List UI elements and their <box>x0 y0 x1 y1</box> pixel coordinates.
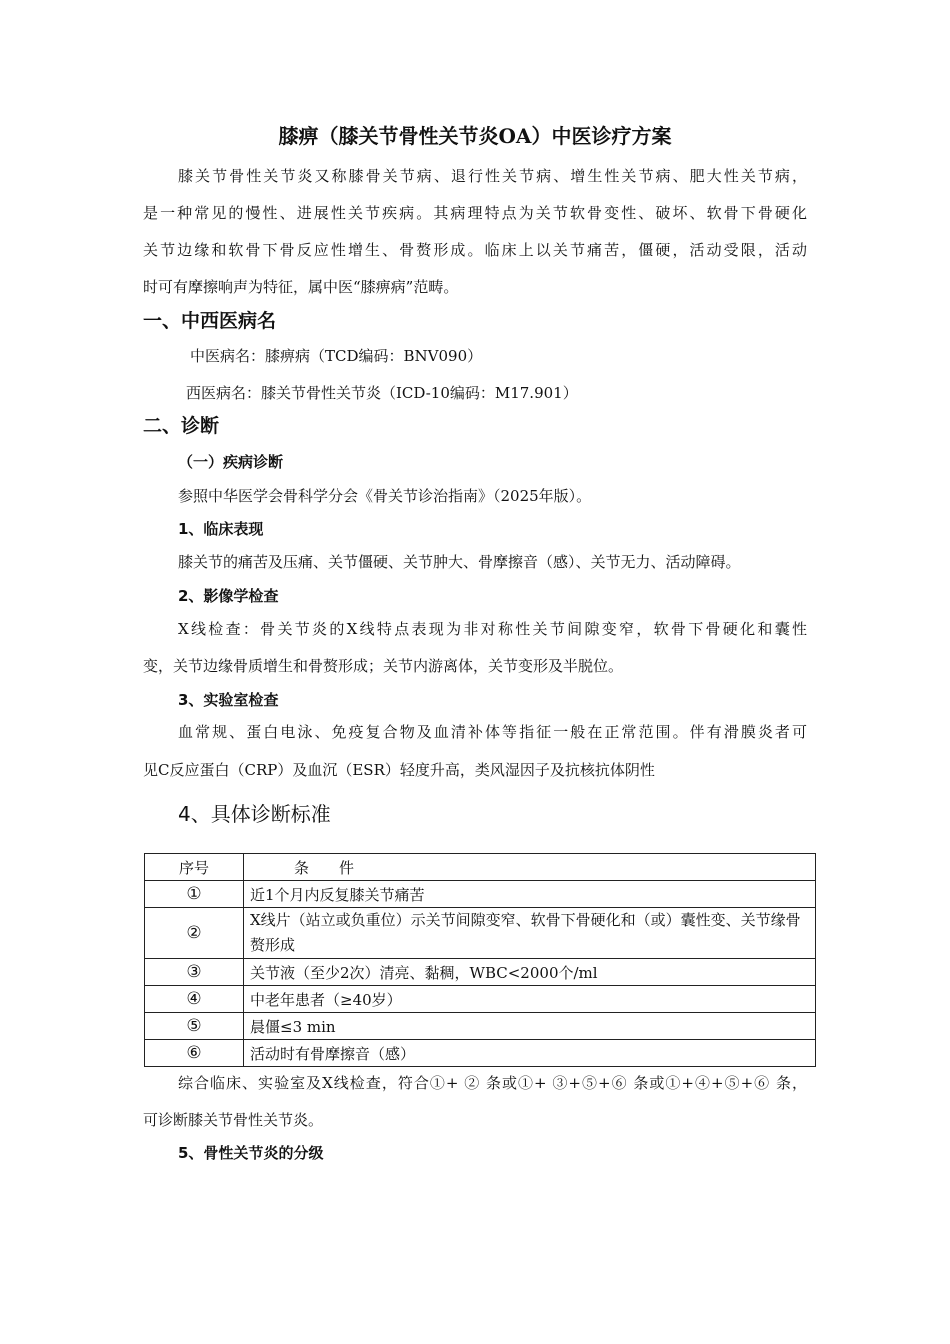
table-row <box>145 1013 816 1040</box>
western-disease-name: 西医病名：膝关节骨性关节炎（ICD-10编码：M17.901） <box>186 384 578 402</box>
row-number: ① <box>145 881 244 908</box>
row-number: ④ <box>145 986 244 1013</box>
row-condition: X线片（站立或负重位）示关节间隙变窄、软骨下骨硬化和（或）囊性变、关节缘骨赘形成 <box>244 908 816 959</box>
reference-text: 参照中华医学会骨科学分会《骨关节诊治指南》（2025年版）。 <box>178 487 592 505</box>
imaging-text-2: 变，关节边缘骨质增生和骨赘形成；关节内游离体，关节变形及半脱位。 <box>143 657 624 675</box>
row-condition: 活动时有骨摩擦音（感） <box>244 1040 816 1067</box>
subheading-clinical: 1、临床表现 <box>178 520 264 538</box>
row-number: ③ <box>145 959 244 986</box>
header-condition: 条 件 <box>244 854 816 881</box>
imaging-text-1: X线检查：骨关节炎的X线特点表现为非对称性关节间隙变窄，软骨下骨硬化和囊性 <box>178 620 807 638</box>
table-row <box>145 881 816 908</box>
table-row <box>145 908 816 959</box>
row-number: ⑥ <box>145 1040 244 1067</box>
summary-text-1: 综合临床、实验室及X线检查，符合①+ ② 条或①+ ③+⑤+⑥ 条或①+④+⑤+⑥ 条， <box>178 1074 807 1092</box>
table-row <box>145 986 816 1013</box>
clinical-text: 膝关节的痛苦及压痛、关节僵硬、关节肿大、骨摩擦音（感）、关节无力、活动障碍。 <box>178 553 741 571</box>
section-heading-names: 一、中西医病名 <box>143 310 277 332</box>
lab-text-1: 血常规、蛋白电泳、免疫复合物及血清补体等指征一般在正常范围。伴有滑膜炎者可 <box>178 723 807 741</box>
intro-line-3: 关节边缘和软骨下骨反应性增生、骨赘形成。临床上以关节痛苦，僵硬，活动受限，活动 <box>143 241 807 259</box>
subheading-grading: 5、骨性关节炎的分级 <box>178 1144 324 1162</box>
subheading-disease-diagnosis: （一）疾病诊断 <box>178 453 284 471</box>
subheading-lab: 3、实验室检查 <box>178 691 279 709</box>
table-row <box>145 959 816 986</box>
table-header-row <box>145 854 816 881</box>
row-condition: 晨僵≤3 min <box>244 1013 816 1040</box>
row-condition: 近1个月内反复膝关节痛苦 <box>244 881 816 908</box>
subheading-criteria: 4、具体诊断标准 <box>178 802 331 826</box>
row-condition: 关节液（至少2次）清亮、黏稠，WBC<2000个/ml <box>244 959 816 986</box>
document-title: 膝痹（膝关节骨性关节炎OA）中医诊疗方案 <box>278 124 672 148</box>
intro-line-4: 时可有摩擦响声为特征，属中医“膝痹病”范畴。 <box>143 278 459 296</box>
section-heading-diagnosis: 二、诊断 <box>143 415 220 437</box>
row-number: ⑤ <box>145 1013 244 1040</box>
table-row <box>145 1040 816 1067</box>
criteria-table <box>144 853 816 1067</box>
intro-line-2: 是一种常见的慢性、进展性关节疾病。其病理特点为关节软骨变性、破坏、软骨下骨硬化 <box>143 204 807 222</box>
intro-line-1: 膝关节骨性关节炎又称膝骨关节病、退行性关节病、增生性关节病、肥大性关节病， <box>178 167 807 185</box>
row-condition: 中老年患者（≥40岁） <box>244 986 816 1013</box>
row-number: ② <box>145 908 244 959</box>
tcm-disease-name: 中医病名：膝痹病（TCD编码：BNV090） <box>190 347 483 365</box>
header-number: 序号 <box>145 854 244 881</box>
summary-text-2: 可诊断膝关节骨性关节炎。 <box>143 1111 324 1129</box>
lab-text-2: 见C反应蛋白（CRP）及血沉（ESR）轻度升高，类风湿因子及抗核抗体阴性 <box>143 761 655 779</box>
subheading-imaging: 2、影像学检查 <box>178 587 279 605</box>
